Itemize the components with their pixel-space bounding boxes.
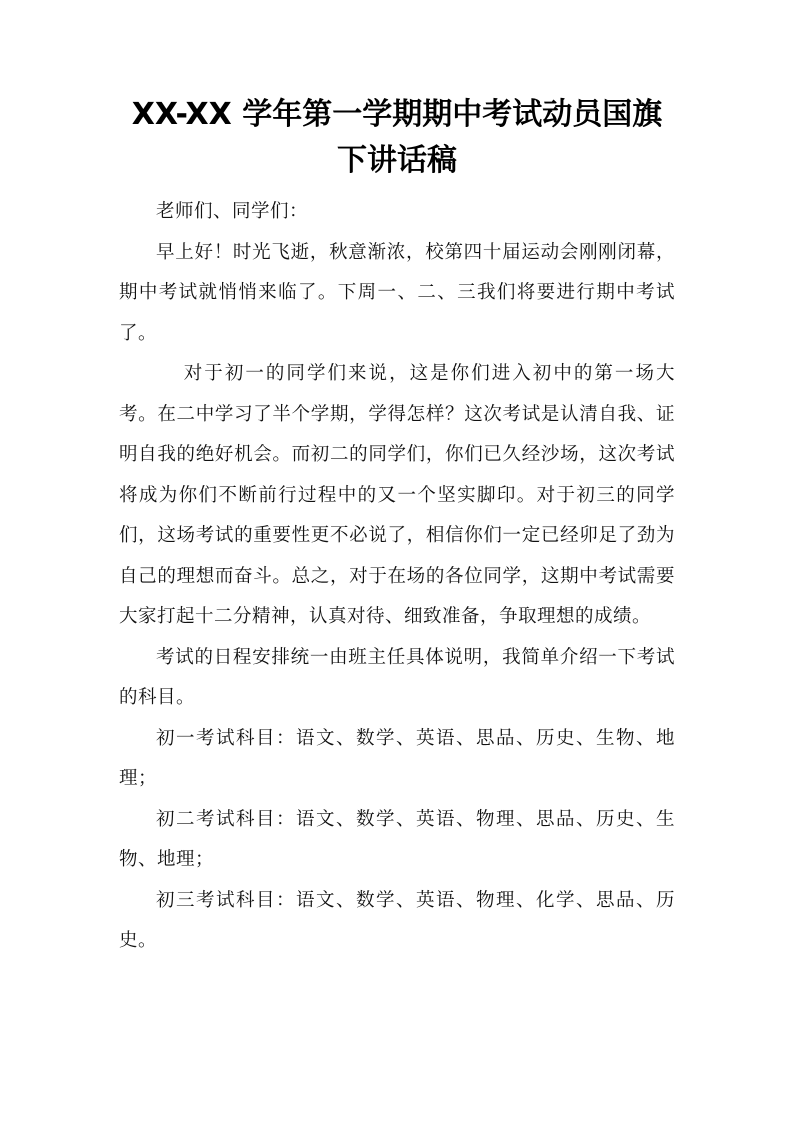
paragraph-grades: 对于初一的同学们来说，这是你们进入初中的第一场大考。在二中学习了半个学期，学得怎样？这次考试是认清自我、证明自我的绝好机会。而初二的同学们，你们已久经沙场，这次考试将成为你们不断前行过程中的又一个坚实脚印。对于初三的同学们，这场考试的重要性更不必说了，相信你们一定已经卯足了劲为自己的理想而奋斗。总之，对于在场的各位同学，这期中考试需要大家打起十二分精神，认真对待、细致准备，争取理想的成绩。 [119,363,675,627]
title-line-2: 下讲话稿 [337,143,457,178]
paragraph-opening: 早上好！时光飞逝，秋意渐浓，校第四十届运动会刚刚闭幕，期中考试就悄悄来临了。下周一、二、三我们将要进行期中考试了。 [119,241,675,344]
paragraph-grade2-subjects: 初二考试科目：语文、数学、英语、物理、思品、历史、生物、地理； [119,808,675,870]
paragraph-grade3-subjects: 初三考试科目：语文、数学、英语、物理、化学、思品、历史。 [119,889,675,951]
document-title [119,92,675,184]
paragraph-schedule: 考试的日程安排统一由班主任具体说明，我简单介绍一下考试的科目。 [119,646,675,708]
greeting: 老师们、同学们： [156,201,309,222]
title-line-1: XX-XX 学年第一学期期中考试动员国旗 [131,97,663,132]
paragraph-grade1-subjects: 初一考试科目：语文、数学、英语、思品、历史、生物、地理； [119,727,675,789]
document-page [119,92,675,962]
